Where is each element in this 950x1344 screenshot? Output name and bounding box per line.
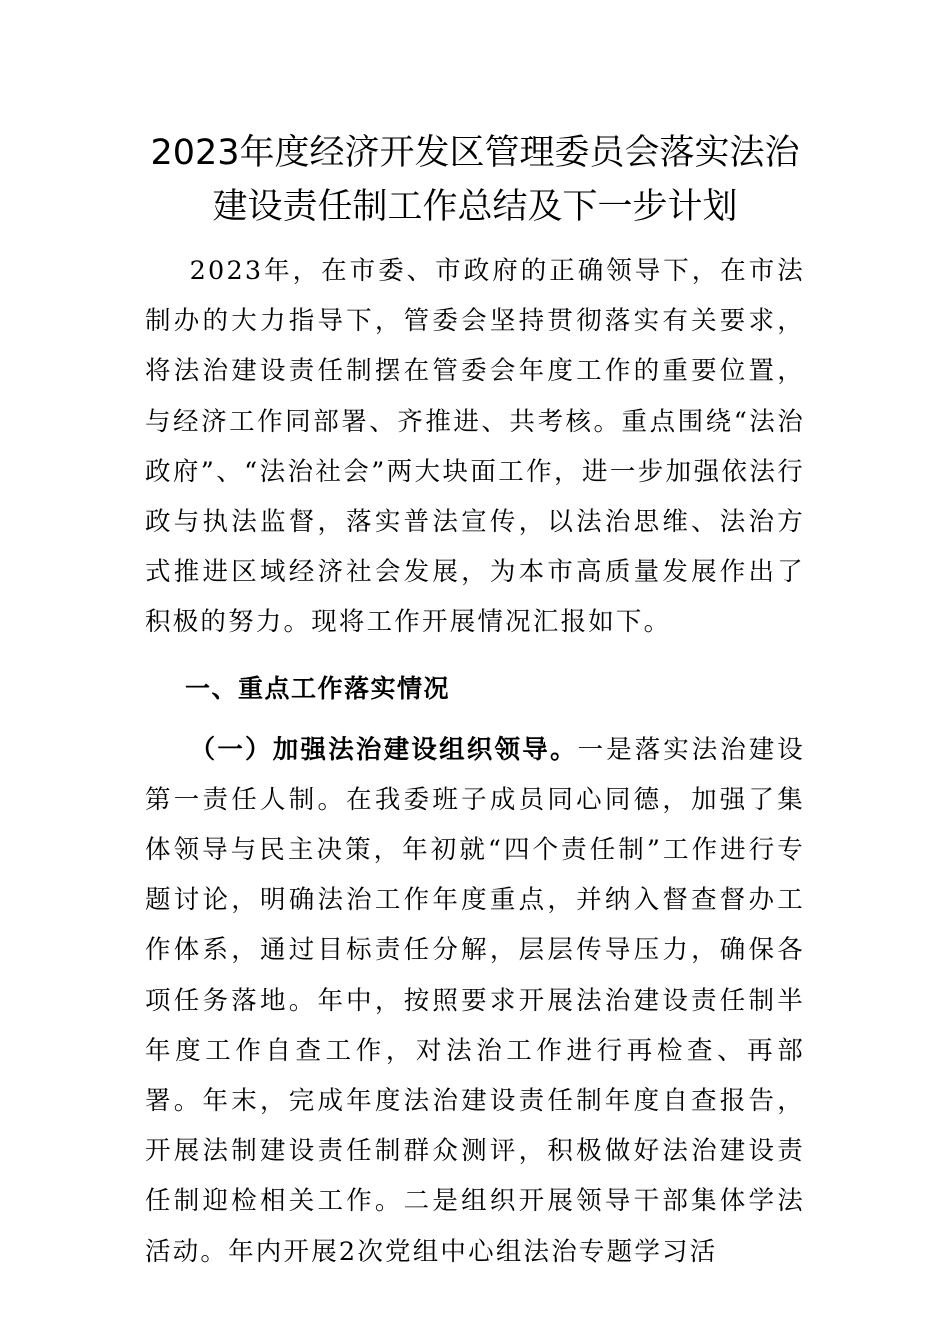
document-body <box>145 246 805 1277</box>
subsection-paragraph-1 <box>145 725 805 1277</box>
subsection-text-1: 一是落实法治建设第一责任人制。在我委班子成员同心同德，加强了集体领导与民主决策，年初就“四个责任制”工作进行专题讨论，明确法治工作年度重点，并纳入督查督办工作体系，通过目标责任分解，层层传导压力，确保各项任务落地。年中，按照要求开展法治建设责任制半年度工作自查工作，对法治工作进行再检查、再部署。年末，完成年度法治建设责任制年度自查报告，开展法制建设责任制群众测评，积极做好法治建设责任制迎检相关工作。二是组织开展领导干部集体学法活动。年内开展2次党组中心组法治专题学习活 <box>145 734 805 1267</box>
intro-paragraph: 2023年，在市委、市政府的正确领导下，在市法制办的大力指导下，管委会坚持贯彻落实有关要求，将法治建设责任制摆在管委会年度工作的重要位置，与经济工作同部署、齐推进、共考核。重点围绕“法治政府”、“法治社会”两大块面工作，进一步加强依法行政与执法监督，落实普法宣传，以法治思维、法治方式推进区域经济社会发展，为本市高质量发展作出了积极的努力。现将工作开展情况汇报如下。 <box>145 256 805 638</box>
title-line-2: 建设责任制工作总结及下一步计划 <box>212 187 738 227</box>
document-title <box>120 126 830 234</box>
subsection-lead-1: （一）加强法治建设组织领导。 <box>189 734 578 765</box>
title-line-1: 2023年度经济开发区管理委员会落实法治 <box>150 133 800 173</box>
section-heading-1: 一、重点工作落实情况 <box>185 673 451 703</box>
